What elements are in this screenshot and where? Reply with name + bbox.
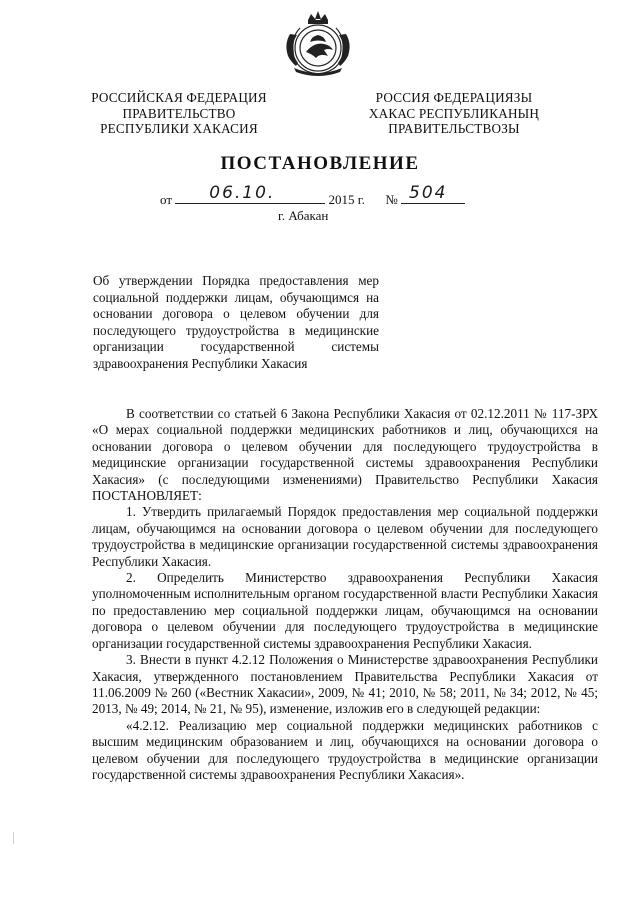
coat-of-arms-emblem: [280, 8, 356, 80]
header-left-line: РОССИЙСКАЯ ФЕДЕРАЦИЯ: [91, 90, 267, 105]
header-left-line: РЕСПУБЛИКИ ХАКАСИЯ: [100, 121, 258, 136]
header-right-khakas: [354, 90, 554, 137]
header-left-line: ПРАВИТЕЛЬСТВО: [122, 105, 236, 121]
year-label: 2015 г.: [328, 192, 365, 207]
subject-line: здравоохранения Республики Хакасия: [93, 355, 308, 371]
subject-line: социальной поддержки лицам, обучающимся на: [93, 289, 379, 305]
document-body: [92, 406, 598, 783]
body-paragraph: 1. Утвердить прилагаемый Порядок предоставления мер социальной поддержки лицам, обучающимся на основании договора о целевом обучении для последующего трудоустройства в медицинские организации государственной системы здравоохранения Республики Хакасия.: [92, 504, 598, 569]
header-right-line: РОССИЯ ФЕДЕРАЦИЯЗЫ: [375, 90, 533, 105]
date-field: [175, 183, 325, 204]
header-left-russian: [86, 90, 272, 137]
number-sign: №: [385, 192, 398, 207]
header-right-line: ХАКАС РЕСПУБЛИКАНЫҢ: [368, 105, 540, 121]
number-field: [401, 183, 465, 204]
body-paragraph: 3. Внести в пункт 4.2.12 Положения о Министерстве здравоохранения Республики Хакасия, утвержденного постановлением Правительства Республики Хакасия от 11.06.2009 № 260 («Вестник Хакасии», 2009, № 41; 2010, № 58; 2011, № 34; 2012, № 45; 2013, № 49; 2014, № 21, № 95), изменение, изложив его в следующей редакции:: [92, 652, 598, 717]
document-title: ПОСТАНОВЛЕНИЕ: [220, 153, 420, 174]
scan-mark: [13, 832, 14, 844]
city-label: г. Абакан: [278, 208, 329, 223]
handwritten-number: 504: [409, 183, 448, 203]
subject-line: последующего трудоустройства в медицинские: [93, 322, 379, 338]
body-paragraph: «4.2.12. Реализацию мер социальной поддержки медицинских работников с высшим медицинским образованием и лиц, обучающихся на основании договора о целевом обучении для последующего трудоустройства в медицинские организации государственной системы здравоохранения Республики Хакасия».: [92, 717, 598, 782]
subject-line: Об утверждении Порядка предоставления мер: [93, 273, 379, 288]
handwritten-date: 06.10.: [209, 183, 276, 203]
document-subject: [93, 273, 379, 373]
body-paragraph: 2. Определить Министерство здравоохранения Республики Хакасия уполномоченным исполнительным органом государственной власти Республики Хакасия по предоставлению мер социальной поддержки лицам, обучающимся на основании договора о целевом обучении для последующего трудоустройства в медицинские организации государственной системы здравоохранения Республики Хакасия.: [92, 570, 598, 651]
date-prefix: от: [160, 192, 173, 207]
subject-line: основании договора о целевом обучении для: [93, 306, 379, 322]
body-paragraph: В соответствии со статьей 6 Закона Республики Хакасия от 02.12.2011 № 117-ЗРХ «О мерах социальной поддержки медицинских работников и лиц, обучающихся на основании договора о целевом обучении для последующего трудоустройства в медицинские организации государственной системы здравоохранения Республики Хакасия» (с последующими изменениями) Правительство Республики Хакасия ПОСТАНОВЛЯЕТ:: [92, 406, 598, 504]
subject-line: организации государственной системы: [93, 339, 379, 355]
header-right-line: ПРАВИТЕЛЬСТВОЗЫ: [388, 121, 520, 136]
date-number-line: [160, 183, 465, 208]
